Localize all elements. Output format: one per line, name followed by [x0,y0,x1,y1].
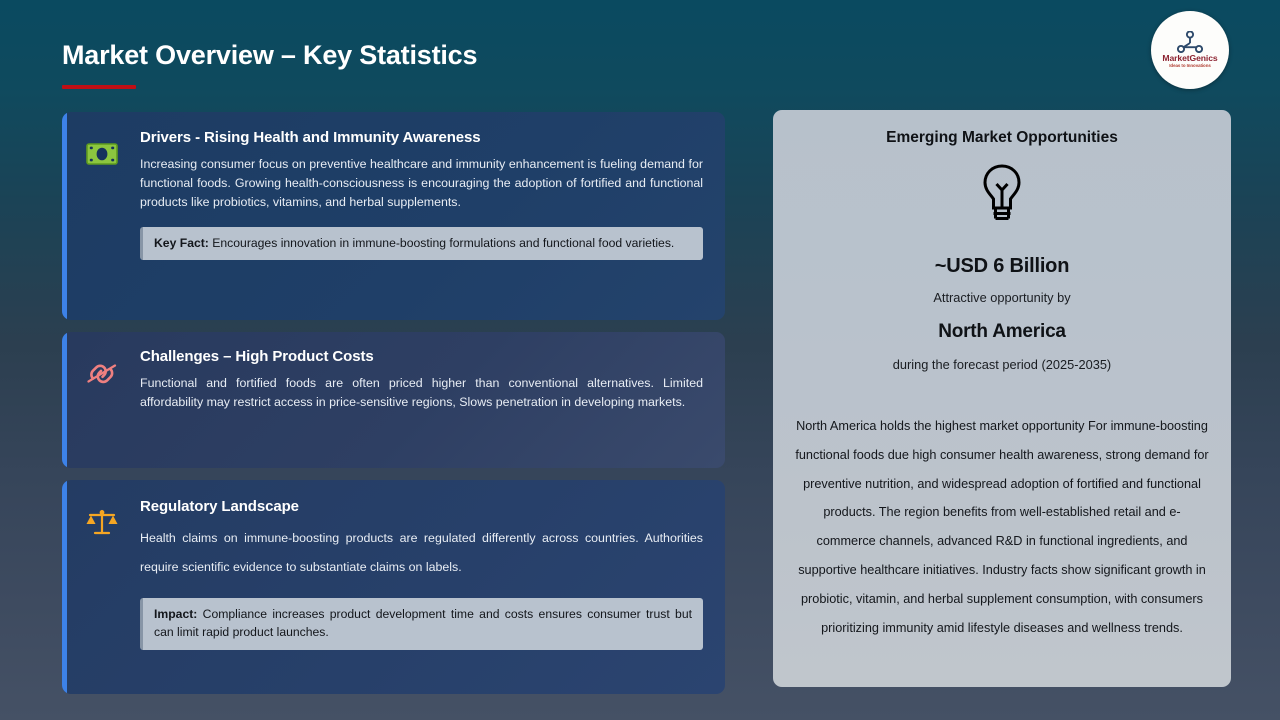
money-banknote-icon [84,136,120,172]
panel-description: North America holds the highest market opportunity For immune-boosting functional foods due high consumer health awareness, strong demand for preventive nutrition, and widespread adoption of fortified and functional products. The region benefits from well-established retail and e-commerce channels, advanced R&D in functional ingredients, and supportive healthcare initiatives. Industry facts show significant growth in probiotic, vitamin, and herbal supplement consumption, with consumers prioritizing immunity amid lifestyle diseases and wellness trends. [795,419,1209,635]
page-title: Market Overview – Key Statistics [62,40,478,70]
balance-scale-icon [84,504,120,540]
card-title: Challenges – High Product Costs [140,348,374,365]
card-regulatory [62,480,725,694]
card-callout [140,598,703,649]
card-accent-bar [62,112,67,320]
card-body: Functional and fortified foods are often priced higher than conventional alternatives. Limited affordability may restrict access in price-sensitive regions, Slows penetration in developing markets. [140,376,703,410]
callout-text: Compliance increases product development time and costs ensures consumer trust but can limit rapid product launches. [154,607,692,639]
logo-name: MarketGenics [1162,53,1218,64]
emerging-opportunities-panel [773,110,1231,687]
lightbulb-icon [795,163,1209,221]
callout-text: Encourages innovation in immune-boosting formulations and functional food varieties. [208,235,675,250]
network-nodes-icon [1177,31,1203,54]
broken-link-icon [84,356,120,392]
card-challenges [62,332,725,468]
card-body: Increasing consumer focus on preventive healthcare and immunity enhancement is fueling demand for functional foods. Growing health-consciousness is encouraging the adoption of fortified and functional products like probiotics, vitamins, and herbal supplements. [140,157,703,210]
callout-label: Impact: [154,607,198,622]
insight-cards-column [62,112,725,694]
opportunity-region: North America [938,321,1066,342]
card-callout [140,227,703,261]
opportunity-subtitle: Attractive opportunity by [933,290,1071,305]
card-body: Health claims on immune-boosting products are regulated differently across countries. Authorities require scientific evidence to substantiate claims on labels. [140,531,703,575]
panel-title: Emerging Market Opportunities [886,129,1118,146]
card-drivers [62,112,725,320]
forecast-period: during the forecast period (2025-2035) [892,357,1112,372]
card-title: Regulatory Landscape [140,498,299,515]
callout-label: Key Fact: [154,235,209,250]
opportunity-value: ~USD 6 Billion [934,255,1070,277]
card-accent-bar [62,332,67,468]
brand-logo [1151,11,1229,89]
logo-tagline: Ideas to Innovations [1169,63,1211,69]
card-title: Drivers - Rising Health and Immunity Awareness [140,129,481,146]
title-underline-accent [62,85,136,89]
card-accent-bar [62,480,67,694]
